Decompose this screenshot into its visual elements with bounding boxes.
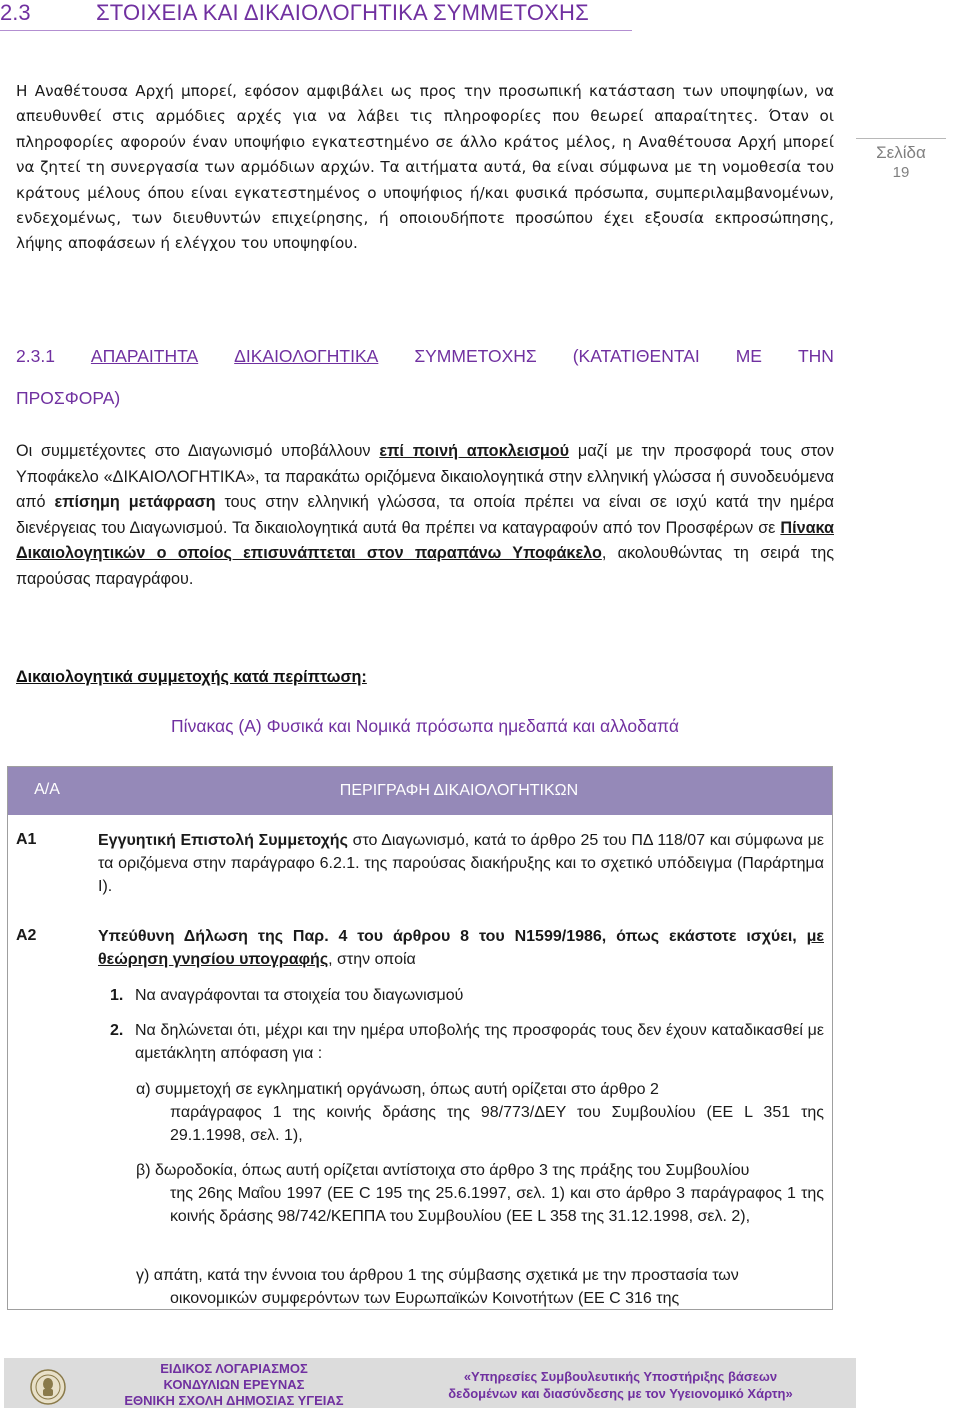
footer-org-line: ΚΟΝΔΥΛΙΩΝ ΕΡΕΥΝΑΣ — [163, 1377, 305, 1392]
list-item-text: Να δηλώνεται ότι, μέχρι και την ημέρα υποβολής της προσφοράς τους δεν έχουν καταδικασθεί με αμετάκλητη απόφαση για : — [135, 1022, 824, 1062]
list-item-number: 2. — [110, 1022, 124, 1039]
row-emphasis: Εγγυητική Επιστολή Συμμετοχής — [98, 832, 348, 849]
sub-list-item-body — [136, 1078, 824, 1147]
footer-project-line: δεδομένων και διασύνδεσης με τον Υγειονομικό Χάρτη» — [448, 1386, 793, 1401]
sub-list-item-continuation: οικονομικών συμφερόντων των Ευρωπαϊκών Κοινοτήτων (ΕΕ C 316 της — [170, 1290, 680, 1307]
page-label: Σελίδα — [876, 143, 926, 162]
sub-list-item — [98, 1078, 824, 1148]
list-item-number: 1. — [110, 987, 124, 1004]
cases-heading: Δικαιολογητικά συμμετοχής κατά περίπτωση: — [16, 668, 367, 686]
sub-list-item-body — [136, 1264, 824, 1310]
row-description-a1 — [98, 829, 824, 898]
list-item-text: Να αναγράφονται τα στοιχεία του διαγωνισμού — [135, 987, 464, 1004]
table-title: Πίνακας (Α) Φυσικά και Νομικά πρόσωπα ημεδαπά και αλλοδαπά — [171, 716, 679, 736]
page-number: 19 — [892, 164, 910, 181]
requirements-paragraph — [16, 439, 834, 593]
row-code-a2: Α2 — [16, 927, 37, 944]
subsection-word: ΜΕ — [735, 346, 762, 366]
page-marker — [856, 138, 946, 183]
sub-list-item-continuation: της 26ης Μαΐου 1997 (ΕΕ C 195 της 25.6.1997, σελ. 1) και στο άρθρο 3 παράγραφος 1 της κοινής δράσης 98/742/ΚΕΠΠΑ του Συμβουλίου (ΕΕ L 358 της 31.12.1998, σελ. 2), — [170, 1185, 824, 1225]
paragraph-emphasis: επίσημη μετάφραση — [54, 493, 216, 512]
sub-list-item-first-line: α) συμμετοχή σε εγκληματική οργάνωση, όπως αυτή ορίζεται στο άρθρο 2 — [136, 1081, 659, 1098]
subsection-word: ΔΙΚΑΙΟΛΟΓΗΤΙΚΑ — [234, 346, 379, 366]
paragraph-emphasis: Πίνακα Δικαιολογητικών ο οποίος επισυνάπτεται στον παραπάνω Υποφάκελο — [16, 518, 834, 563]
row-emphasis-underlined: με θεώρηση γνησίου υπογραφής — [98, 928, 824, 968]
row-code-a1: Α1 — [16, 831, 37, 848]
footer-project-line: «Υπηρεσίες Συμβουλευτικής Υποστήριξης βάσεων — [463, 1369, 778, 1384]
section-title: ΣΤΟΙΧΕΙΑ ΚΑΙ ΔΙΚΑΙΟΛΟΓΗΤΙΚΑ ΣΥΜΜΕΤΟΧΗΣ — [96, 0, 589, 25]
subsection-heading-line2: ΠΡΟΣΦΟΡΑ) — [16, 388, 121, 408]
row-text: στο Διαγωνισμό, κατά το άρθρο 25 του ΠΔ 118/07 και σύμφωνα με τα οριζόμενα στην παράγραφο 6.2.1. της παρούσας διακήρυξης και το σχετικό υπόδειγμα (Παράρτημα Ι). — [98, 832, 825, 895]
sub-list-item-first-line: β) δωροδοκία, όπως αυτή ορίζεται αντίστοιχα στο άρθρο 3 της πράξης του Συμβουλίου — [136, 1162, 750, 1179]
footer-organization — [84, 1361, 384, 1409]
sub-list-item-body — [136, 1159, 824, 1228]
header-number-column: Α/Α — [34, 781, 60, 798]
footer-org-line: ΕΙΔΙΚΟΣ ΛΟΓΑΡΙΑΣΜΟΣ — [160, 1361, 308, 1376]
section-heading — [0, 0, 632, 31]
subsection-word: ΤΗΝ — [797, 346, 834, 366]
subsection-number: 2.3.1 — [16, 346, 55, 366]
header-description-column: ΠΕΡΙΓΡΑΦΗ ΔΙΚΑΙΟΛΟΓΗΤΙΚΩΝ — [339, 782, 579, 799]
paragraph-text: , ακολουθώντας τη σειρά της παρούσας παραγράφου. — [16, 544, 834, 588]
sub-list-item-continuation: παράγραφος 1 της κοινής δράσης της 98/773/ΔΕΥ του Συμβουλίου (ΕΕ L 351 της 29.1.1998, σελ. 1), — [170, 1104, 824, 1144]
subsection-word: ΑΠΑΡΑΙΤΗΤΑ — [90, 346, 199, 366]
table-header — [8, 767, 832, 815]
footer-project-band — [383, 1358, 856, 1408]
subsection-heading — [16, 343, 834, 411]
row-description-a2 — [98, 925, 824, 971]
footer-organization-band — [4, 1358, 396, 1408]
sub-list-item — [98, 1159, 824, 1253]
paragraph-text: τους στην ελληνική γλώσσα, τα οποία πρέπει να είναι σε ισχύ κατά την ημέρα διενέργειας του Διαγωνισμού. Τα δικαιολογητικά αυτά θα πρέπει να καταγραφούν από τον Προσφέρων σε — [16, 493, 835, 537]
list-item — [98, 1019, 824, 1067]
subsection-word: ΣΥΜΜΕΤΟΧΗΣ — [414, 346, 537, 366]
section-number: 2.3 — [0, 0, 31, 25]
sub-list-item-first-line: γ) απάτη, κατά την έννοια του άρθρου 1 της σύμβασης σχετικά με την προστασία των — [136, 1267, 739, 1284]
documents-table — [7, 766, 833, 1310]
subsection-heading-line1 — [16, 343, 834, 369]
intro-paragraph: Η Αναθέτουσα Αρχή μπορεί, εφόσον αμφιβάλει ως προς την προσωπική κατάσταση των υποψηφίων, να απευθυνθεί στις αρμόδιες αρχές για να λάβει τις πληροφορίες που θεωρεί απαραίτητες. Όταν οι πληροφορίες αφορούν έναν υποψήφιο εγκατεστημένο σε άλλο κράτος μέλος, η Αναθέτουσα Αρχή μπορεί να ζητεί τη συνεργασία των αρμόδιων αρχών. Τα αιτήματα αυτά, θα είναι σύμφωνα με τη νομοθεσία του κράτους μέλους όπου είναι εγκατεστημένος ο υποψήφιος ή/και φυσικά πρόσωπα, συμπεριλαμβανομένων, ενδεχομένως, των διευθυντών επιχείρησης, ή οποιουδήποτε προσώπου έχει εξουσία εκπροσώπησης, λήψης αποφάσεων ή ελέγχου του υποψηφίου. — [16, 82, 834, 253]
footer-project-title — [393, 1368, 848, 1402]
paragraph-text: μαζί με την προσφορά τους στον Υποφάκελο «ΔΙΚΑΙΟΛΟΓΗΤΙΚΑ», τα παρακάτω οριζόμενα δικαιολογητικά στην ελληνική γλώσσα ή συνοδευόμενα από — [16, 442, 834, 512]
subsection-word: (ΚΑΤΑΤΙΘΕΝΤΑΙ — [572, 346, 700, 366]
list-item — [98, 984, 824, 1008]
row-emphasis: Υπεύθυνη Δήλωση της Παρ. 4 του άρθρου 8 του Ν1599/1986, όπως εκάστοτε ισχύει, — [98, 928, 807, 945]
footer-org-line: ΕΘΝΙΚΗ ΣΧΟΛΗ ΔΗΜΟΣΙΑΣ ΥΓΕΙΑΣ — [124, 1393, 344, 1408]
paragraph-text: Οι συμμετέχοντες στο Διαγωνισμό υποβάλλουν — [16, 442, 380, 460]
sub-list-item — [98, 1264, 824, 1310]
paragraph-emphasis: επί ποινή αποκλεισμού — [379, 442, 570, 460]
school-logo-icon — [30, 1367, 66, 1407]
row-text: , στην οποία — [328, 951, 416, 968]
page-footer — [0, 1356, 960, 1410]
